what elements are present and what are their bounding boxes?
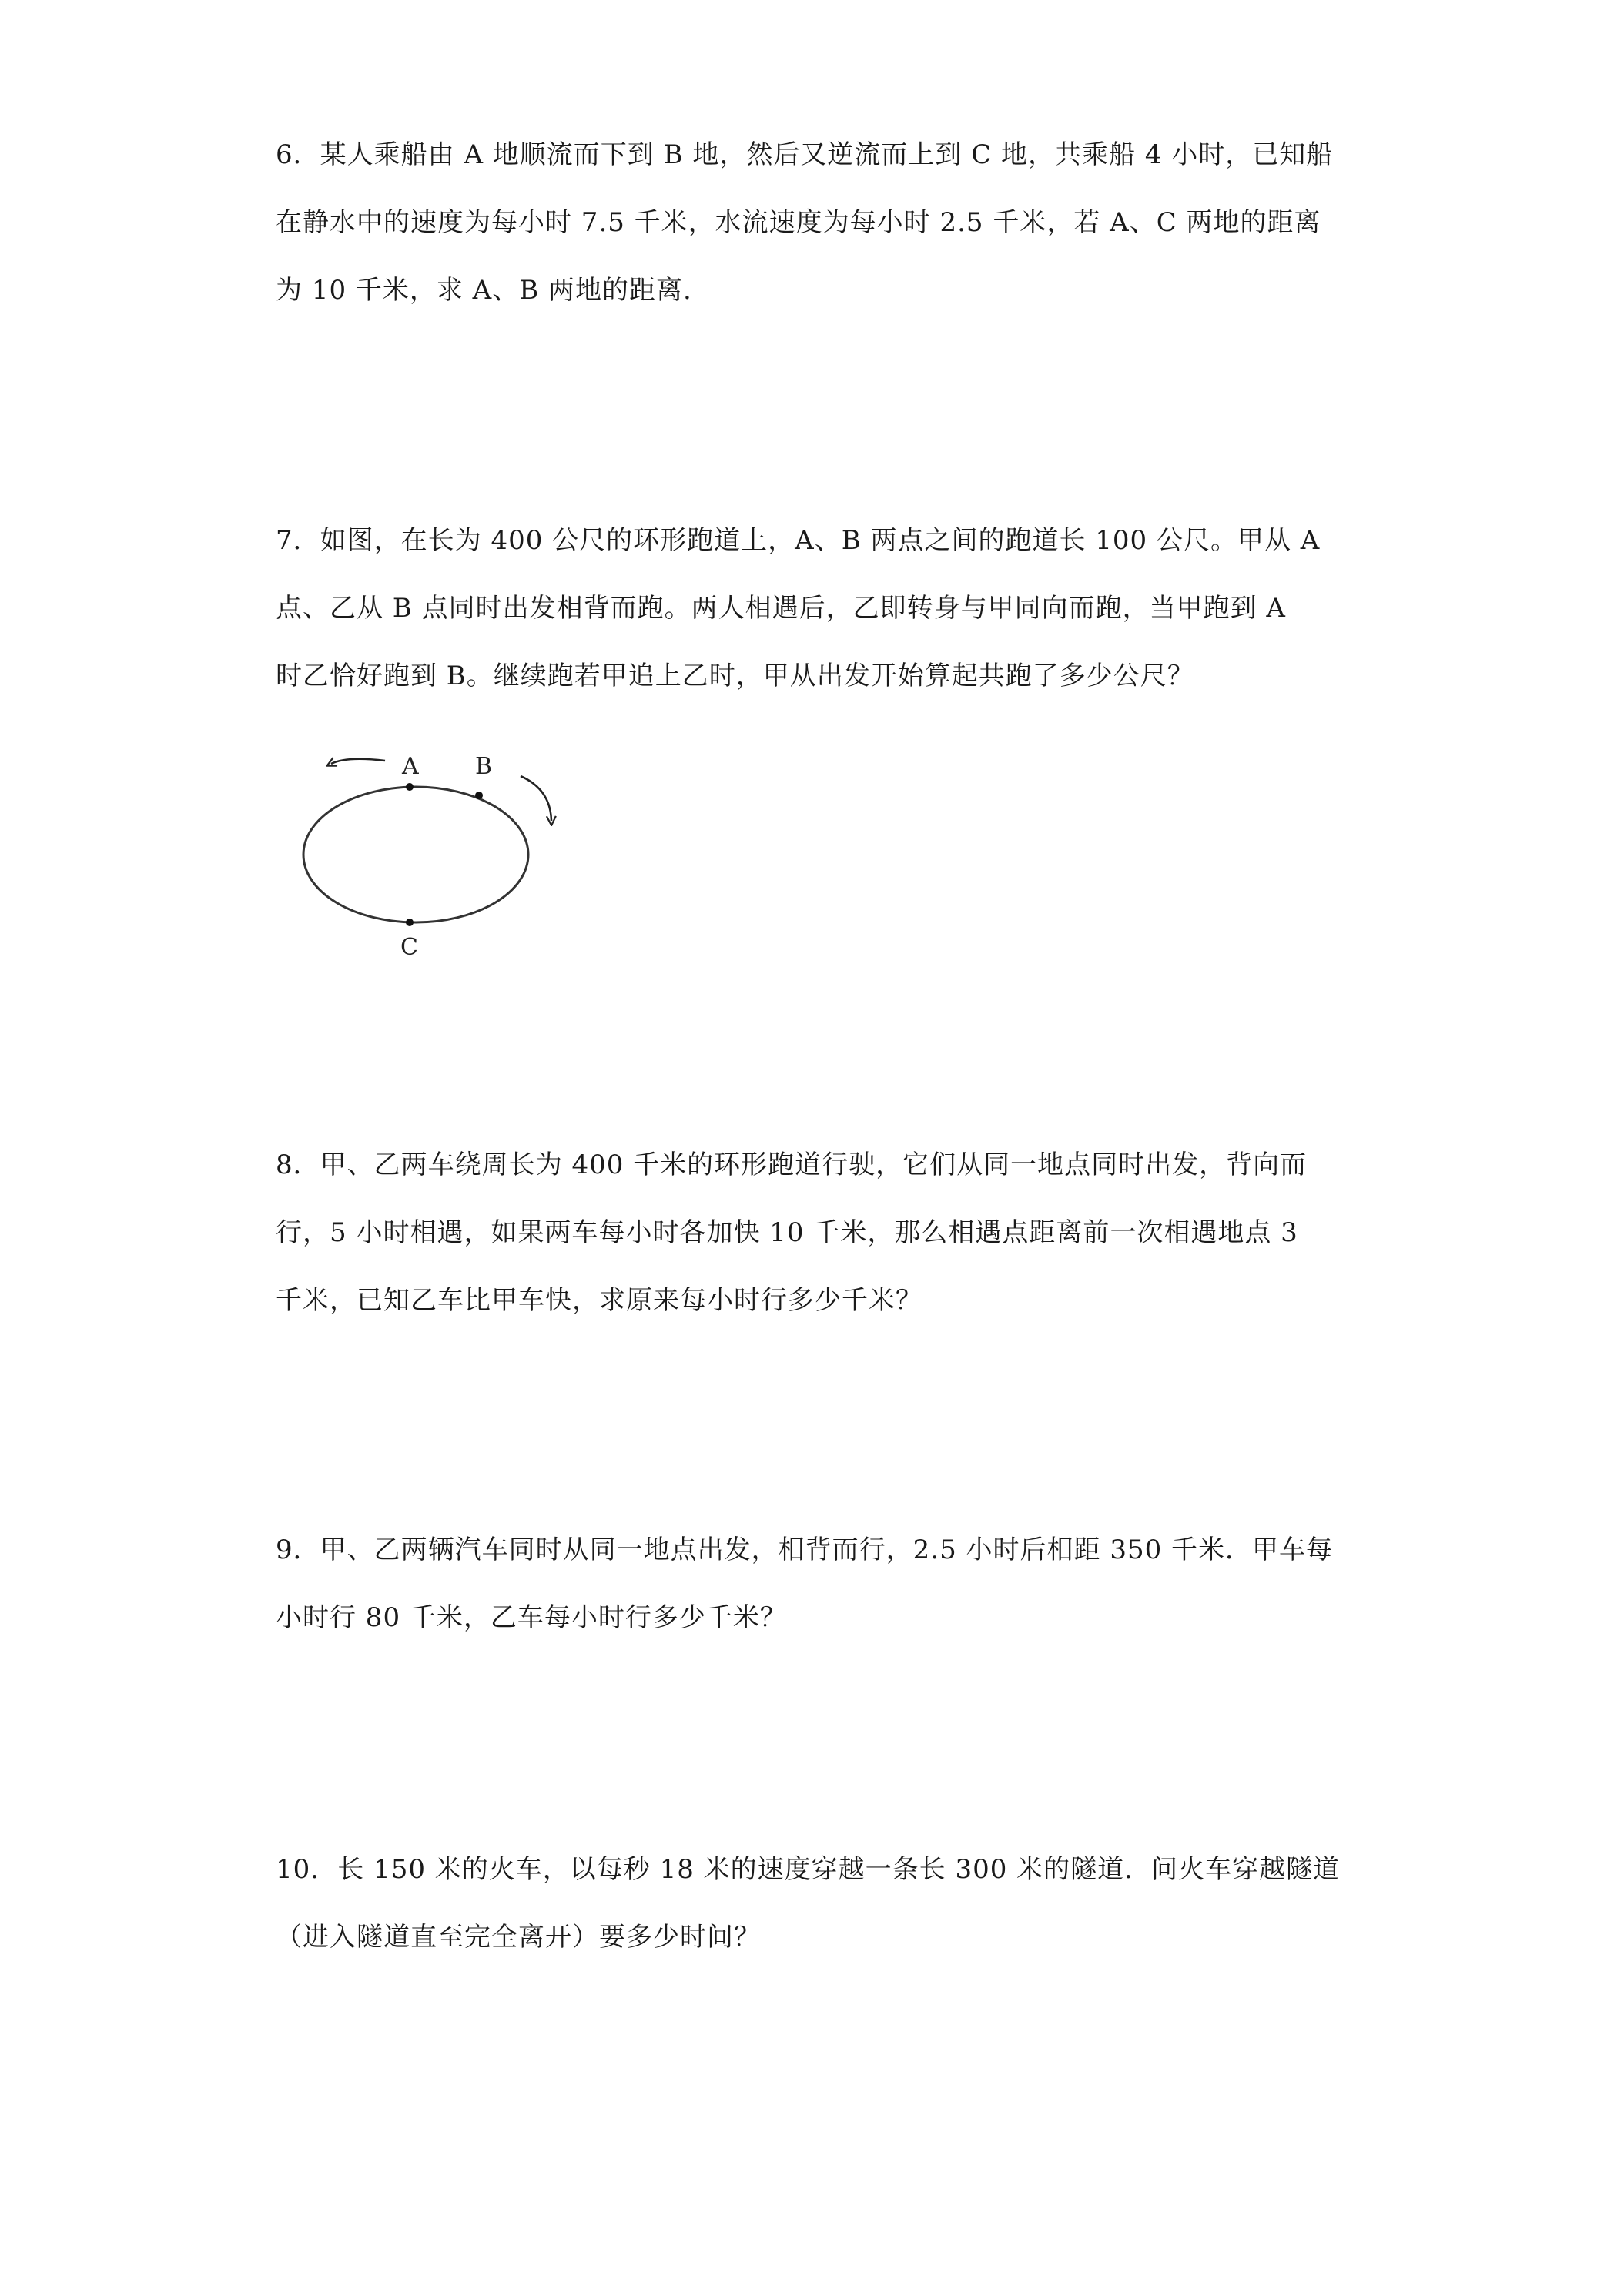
problem-7 [276, 507, 1358, 710]
problem-9 [276, 1516, 1358, 1652]
problem-6-line-2: 在静水中的速度为每小时 7.5 千米，水流速度为每小时 2.5 千米，若 A、C 两地的距离 [276, 207, 1321, 238]
problem-7-line-1: 7．如图，在长为 400 公尺的环形跑道上，A、B 两点之间的跑道长 100 公尺。甲从 A [276, 525, 1321, 556]
point-c [406, 919, 414, 926]
problem-7-line-2: 点、乙从 B 点同时出发相背而跑。两人相遇后，乙即转身与甲同向而跑，当甲跑到 A [276, 593, 1286, 624]
problem-9-line-1: 9．甲、乙两辆汽车同时从同一地点出发，相背而行，2.5 小时后相距 350 千米．甲车每 [276, 1535, 1334, 1565]
problem-8-line-1: 8．甲、乙两车绕周长为 400 千米的环形跑道行驶，它们从同一地点同时出发，背向而 [276, 1150, 1308, 1180]
arrow-b-icon [521, 776, 551, 821]
problem-7-line-3: 时乙恰好跑到 B。继续跑若甲追上乙时，甲从出发开始算起共跑了多少公尺？ [276, 661, 1194, 691]
problem-8 [276, 1131, 1358, 1334]
label-c: C [400, 934, 418, 961]
ring-track [303, 787, 528, 922]
problem-10-line-1: 10．长 150 米的火车，以每秒 18 米的速度穿越一条长 300 米的隧道．问火车穿越隧道 [276, 1854, 1341, 1885]
problem-8-line-2: 行，5 小时相遇，如果两车每小时各加快 10 千米，那么相遇点距离前一次相遇地点 3 [276, 1217, 1298, 1248]
problem-10-line-2: （进入隧道直至完全离开）要多少时间？ [276, 1922, 761, 1953]
point-a [406, 783, 414, 791]
arrow-a-icon [331, 759, 385, 764]
label-b: B [475, 753, 493, 780]
problem-6-line-3: 为 10 千米，求 A、B 两地的距离. [276, 275, 692, 306]
problem-6 [276, 121, 1358, 324]
problem-8-line-3: 千米，已知乙车比甲车快，求原来每小时行多少千米？ [276, 1285, 922, 1316]
problem-6-line-1: 6．某人乘船由 A 地顺流而下到 B 地，然后又逆流而上到 C 地，共乘船 4 小时，已知船 [276, 139, 1334, 170]
ring-track-figure [285, 716, 593, 970]
problem-10 [276, 1836, 1358, 1971]
label-a: A [402, 753, 419, 780]
problem-9-line-2: 小时行 80 千米，乙车每小时行多少千米？ [276, 1602, 787, 1633]
point-b [475, 792, 483, 799]
